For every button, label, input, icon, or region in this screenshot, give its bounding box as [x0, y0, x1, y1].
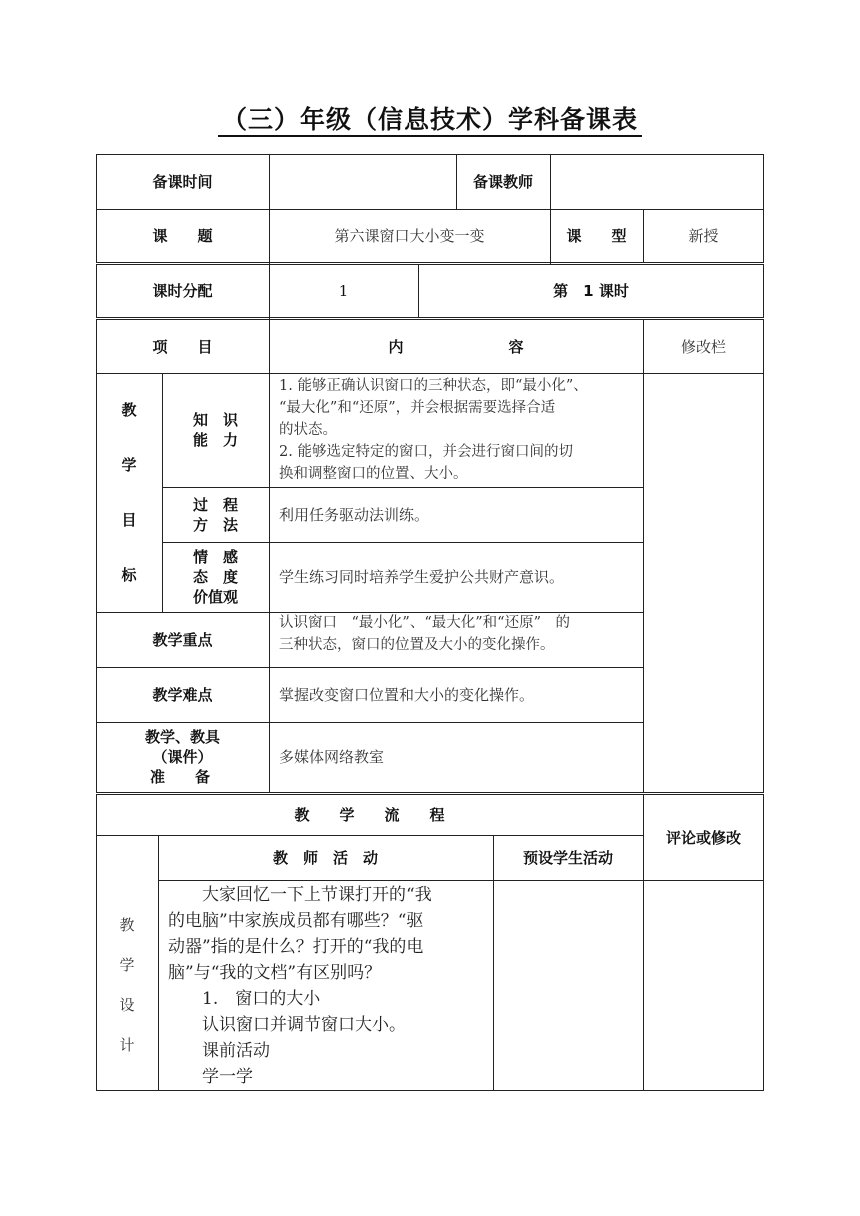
- emotion-text: 学生练习同时培养学生爱护公共财产意识。: [279, 568, 565, 586]
- comment-label: 评论或修改: [665, 828, 741, 847]
- design-text-line: 脑”与“我的文档”有区别吗？: [168, 963, 382, 983]
- page-title-text: （三）年级（信息技术）学科备课表: [218, 105, 642, 137]
- design-label-char: 学: [119, 956, 135, 974]
- tools-label-line: 准 备: [150, 768, 211, 786]
- goals-label-char: 标: [121, 566, 137, 584]
- goals-label-char: 教: [121, 401, 137, 419]
- emotion-label-line: 情 感: [192, 548, 238, 566]
- process-label: [162, 487, 269, 542]
- teacher-activity-label: 教 师 活 动: [272, 848, 378, 867]
- focus-label: 教学重点: [152, 630, 213, 649]
- knowledge-text: [269, 373, 643, 487]
- design-text-line: 的电脑”中家族成员都有哪些？“驱: [168, 911, 424, 931]
- design-label-char: 设: [119, 996, 135, 1014]
- tools-text: 多媒体网络教室: [279, 748, 385, 766]
- knowledge-text-line: 2. 能够选定特定的窗口，并会进行窗口间的切: [279, 444, 573, 460]
- design-text: [158, 882, 493, 1090]
- design-label-char: 计: [119, 1036, 135, 1054]
- hours-value: 1: [338, 282, 349, 300]
- emotion-label-line: 态 度: [192, 568, 238, 586]
- focus-text-line: 认识窗口 “最小化”、“最大化”和“还原” 的: [279, 615, 570, 631]
- difficulty-text: 掌握改变窗口位置和大小的变化操作。: [279, 685, 535, 704]
- teacher-value: [550, 154, 764, 209]
- period-text: 第 1 课时: [553, 282, 629, 300]
- knowledge-text-line: 的状态。: [279, 422, 337, 438]
- knowledge-text-line: “最大化”和“还原”，并会根据需要选择合适: [279, 400, 556, 416]
- topic-value: 第六课窗口大小变一变: [334, 226, 485, 245]
- prep-time-value: [269, 154, 456, 209]
- focus-text: [269, 612, 643, 667]
- design-text-line: 大家回忆一下上节课打开的“我: [168, 885, 432, 905]
- knowledge-text-line: 换和调整窗口的位置、大小。: [279, 466, 468, 482]
- knowledge-label-line: 能 力: [192, 431, 238, 449]
- tools-label: [96, 722, 269, 792]
- goals-label: [96, 400, 162, 585]
- process-label-line: 过 程: [192, 495, 238, 514]
- topic-label: 课 题: [152, 226, 213, 245]
- design-label: [96, 915, 158, 1055]
- prep-time-label: 备课时间: [152, 172, 213, 191]
- emotion-label-line: 价值观: [192, 588, 238, 606]
- tools-label-line: 教学、教具: [144, 728, 220, 746]
- type-value: 新授: [688, 226, 719, 245]
- item-label: 项 目: [152, 337, 213, 356]
- process-label-line: 方 法: [192, 515, 238, 534]
- teacher-label: 备课教师: [472, 172, 533, 191]
- flow-header: 教 学 流 程: [294, 806, 445, 824]
- design-text-line: 动器”指的是什么？打开的“我的电: [168, 937, 424, 957]
- type-label: 课 型: [566, 226, 627, 245]
- page-title: [0, 100, 860, 136]
- design-text-line: 课前活动: [168, 1041, 270, 1061]
- knowledge-text-line: 1. 能够正确认识窗口的三种状态，即“最小化”、: [279, 378, 588, 394]
- content-label: 内 容: [388, 337, 524, 356]
- knowledge-label: [162, 373, 269, 487]
- design-text-line: 学一学: [168, 1067, 253, 1087]
- tools-label-line: （课件）: [152, 748, 213, 766]
- focus-text-line: 三种状态，窗口的位置及大小的变化操作。: [279, 637, 555, 653]
- design-text-line: 1. 窗口的大小: [168, 989, 321, 1009]
- goals-label-char: 学: [121, 456, 137, 474]
- goals-label-char: 目: [121, 511, 137, 529]
- design-label-char: 教: [119, 916, 135, 934]
- student-activity-label: 预设学生活动: [522, 848, 613, 867]
- revise-label: 修改栏: [680, 337, 726, 356]
- knowledge-label-line: 知 识: [192, 411, 238, 429]
- hours-label: 课时分配: [152, 282, 213, 300]
- process-text: 利用任务驱动法训练。: [279, 505, 430, 524]
- design-text-line: 认识窗口并调节窗口大小。: [168, 1015, 406, 1035]
- difficulty-label: 教学难点: [152, 685, 213, 704]
- emotion-label: [162, 542, 269, 612]
